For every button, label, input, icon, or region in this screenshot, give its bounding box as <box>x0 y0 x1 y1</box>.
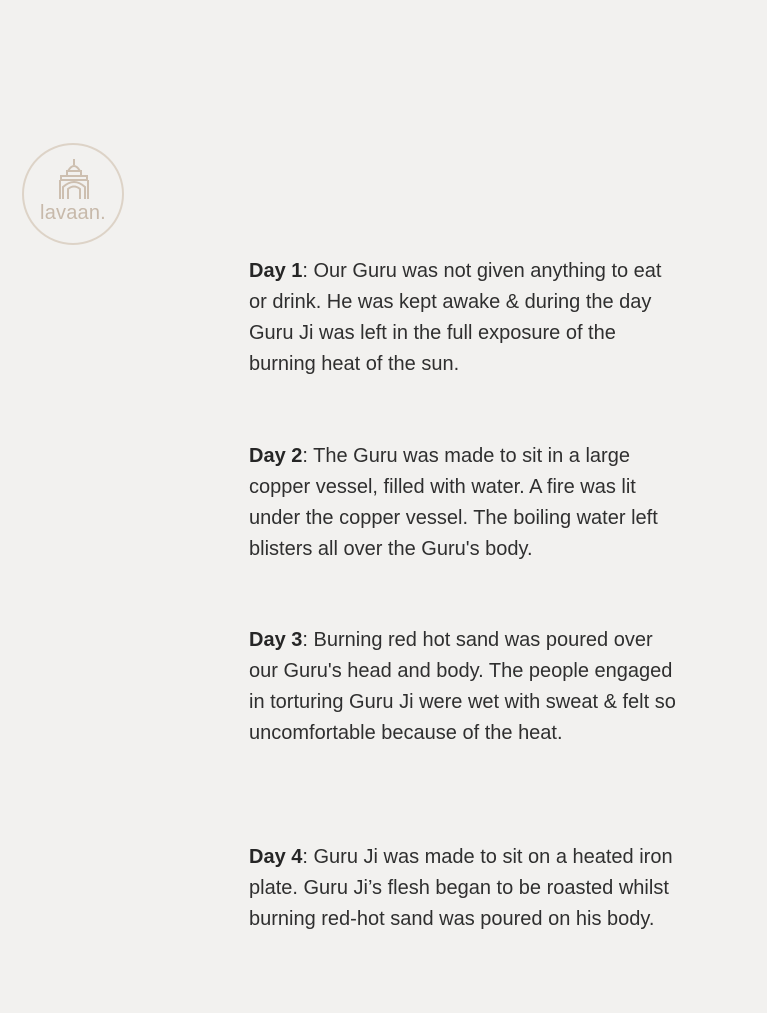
day-3-separator: : <box>302 629 314 651</box>
day-1-text: Our Guru was not given anything to eat or drink. He was kept awake & during the day Guru Ji was left in the full exposure of the burning heat of the sun. <box>249 260 662 375</box>
day-1-label: Day 1 <box>249 260 303 282</box>
day-2-text: The Guru was made to sit in a large copper vessel, filled with water. A fire was lit under the copper vessel. The boiling water left blisters all over the Guru's body. <box>249 445 658 560</box>
brand-name: lavaan. <box>40 202 106 224</box>
day-4-separator: : <box>302 846 314 868</box>
day-2-paragraph <box>249 441 679 565</box>
brand-logo <box>22 143 124 245</box>
day-2-label: Day 2 <box>249 445 303 467</box>
day-4-label: Day 4 <box>249 846 303 868</box>
day-4-paragraph <box>249 842 679 935</box>
day-2-separator: : <box>302 445 314 467</box>
day-3-paragraph <box>249 625 679 749</box>
day-3-text: Burning red hot sand was poured over our Guru's head and body. The people engaged in torturing Guru Ji were wet with sweat & felt so uncomfortable because of the heat. <box>249 629 676 744</box>
day-1-paragraph <box>249 256 679 380</box>
day-3-label: Day 3 <box>249 629 303 651</box>
gurdwara-icon <box>57 159 93 201</box>
day-4-text: Guru Ji was made to sit on a heated iron plate. Guru Ji’s flesh began to be roasted whilst burning red-hot sand was poured on his body. <box>249 846 673 930</box>
day-1-separator: : <box>302 260 314 282</box>
